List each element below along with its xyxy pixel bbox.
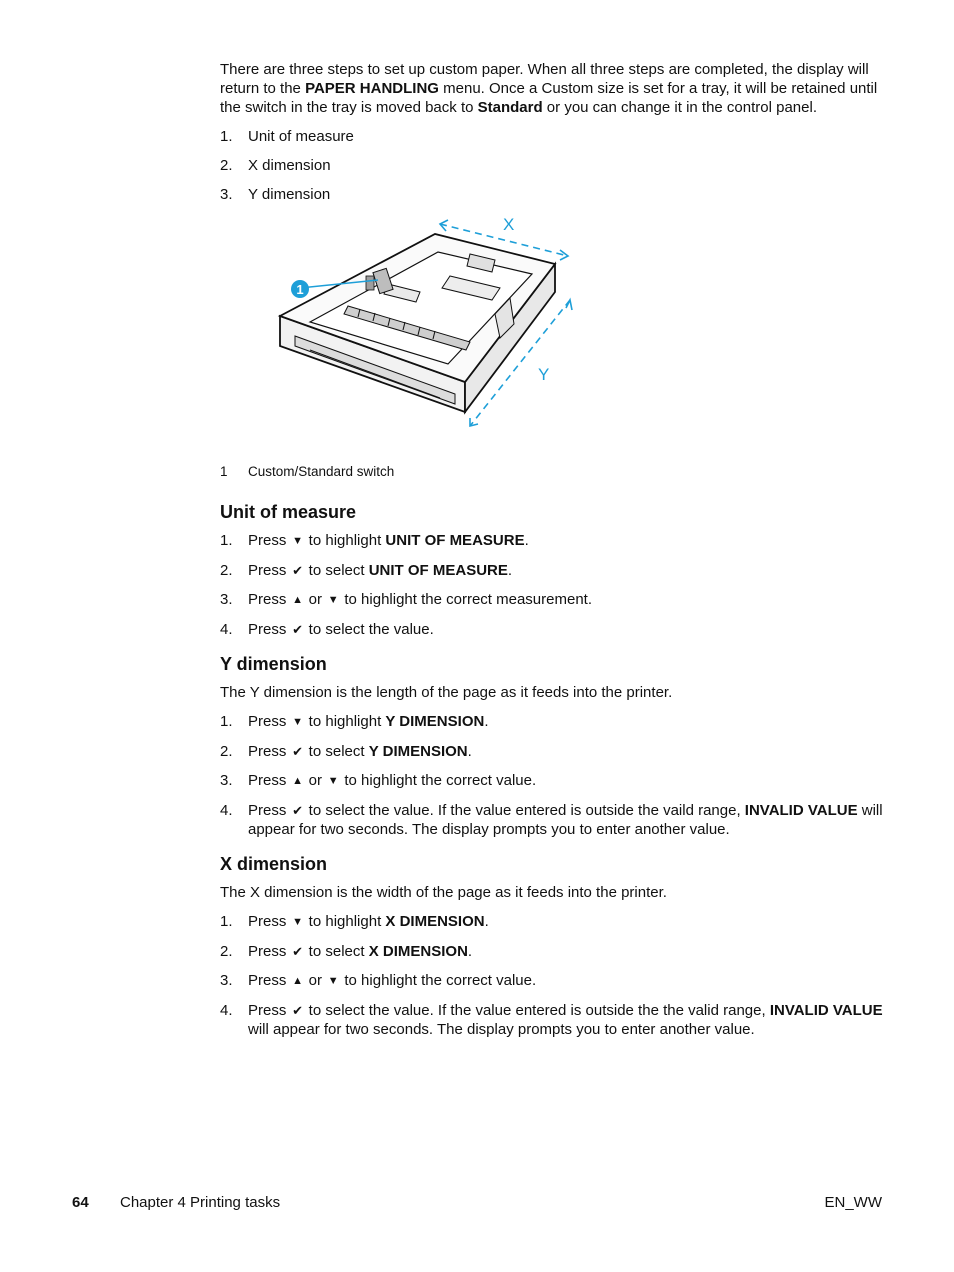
y-axis-label: Y <box>538 365 550 384</box>
checkmark-icon: ✔ <box>292 944 303 959</box>
paper-tray-illustration <box>270 214 630 444</box>
checkmark-icon: ✔ <box>292 803 303 818</box>
standard-term: Standard <box>477 99 543 116</box>
down-arrow-icon: ▼ <box>327 594 339 606</box>
section-heading: X dimension <box>220 854 328 874</box>
down-arrow-icon: ▼ <box>292 716 303 728</box>
list-item: 2. Press ✔ to select UNIT OF MEASURE. <box>220 562 513 579</box>
down-arrow-icon: ▼ <box>292 916 303 928</box>
section-heading: Y dimension <box>220 654 327 674</box>
up-arrow-icon: ▲ <box>292 594 303 606</box>
list-item: 1. Press ▼ to highlight X DIMENSION. <box>220 913 489 930</box>
chapter-title: Chapter 4 Printing tasks <box>120 1194 281 1211</box>
down-arrow-icon: ▼ <box>292 535 303 547</box>
down-arrow-icon: ▼ <box>327 775 339 787</box>
list-item: 3. Press ▲ or ▼ to highlight the correct measurement. <box>220 591 592 608</box>
callout-number: 1 <box>296 282 304 297</box>
checkmark-icon: ✔ <box>292 563 303 578</box>
intro-text-2: menu. Once a Custom size is set for a tray, it will be retained until the switch in the tray is moved back to <box>220 80 878 116</box>
up-arrow-icon: ▲ <box>292 775 303 787</box>
up-arrow-icon: ▲ <box>292 975 303 987</box>
page-content <box>220 60 888 1053</box>
tray-figure <box>220 214 888 460</box>
x-dimension-steps <box>220 912 888 1039</box>
list-item: 1. Press ▼ to highlight UNIT OF MEASURE. <box>220 532 529 549</box>
list-item: 4. Press ✔ to select the value. <box>220 621 434 638</box>
edition-label: EN_WW <box>824 1194 882 1211</box>
intro-text-1: There are three steps to set up custom paper. When all three steps are completed, the display will return to the <box>220 61 869 97</box>
paper-handling-term: PAPER HANDLING <box>305 80 439 97</box>
section-heading: Unit of measure <box>220 502 357 522</box>
overview-steps <box>220 127 888 204</box>
page-footer <box>72 1193 882 1213</box>
unit-of-measure-section <box>220 501 888 639</box>
list-item: 3. Press ▲ or ▼ to highlight the correct value. <box>220 972 537 989</box>
figure-caption: 1 Custom/Standard switch <box>220 464 395 479</box>
section-description: The X dimension is the width of the page as it feeds into the printer. <box>220 884 667 901</box>
list-item: 1. Unit of measure <box>220 128 354 145</box>
list-item: 4. Press ✔ to select the value. If the value entered is outside the vaild range, INVALID VALUE will appear for two seconds. The display prompts you to enter another value. <box>220 802 883 838</box>
intro-paragraph <box>220 60 888 117</box>
list-item: 2. Press ✔ to select X DIMENSION. <box>220 943 473 960</box>
list-item: 1. Press ▼ to highlight Y DIMENSION. <box>220 713 489 730</box>
list-item: 2. X dimension <box>220 157 331 174</box>
list-item: 4. Press ✔ to select the value. If the value entered is outside the the valid range, INVALID VALUE will appear for two seconds. The display prompts you to enter another value. <box>220 1002 883 1038</box>
checkmark-icon: ✔ <box>292 744 303 759</box>
intro-text-3: or you can change it in the control panel. <box>542 99 817 116</box>
y-dimension-section <box>220 653 888 839</box>
list-item: 3. Press ▲ or ▼ to highlight the correct value. <box>220 772 537 789</box>
y-dimension-steps <box>220 712 888 839</box>
section-description: The Y dimension is the length of the page as it feeds into the printer. <box>220 684 673 701</box>
x-axis-label: X <box>503 215 515 234</box>
page-number: 64 <box>72 1194 89 1211</box>
unit-steps <box>220 531 888 639</box>
list-item: 2. Press ✔ to select Y DIMENSION. <box>220 743 472 760</box>
checkmark-icon: ✔ <box>292 1003 303 1018</box>
list-item: 3. Y dimension <box>220 186 331 203</box>
down-arrow-icon: ▼ <box>327 975 339 987</box>
x-dimension-section <box>220 853 888 1039</box>
checkmark-icon: ✔ <box>292 622 303 637</box>
